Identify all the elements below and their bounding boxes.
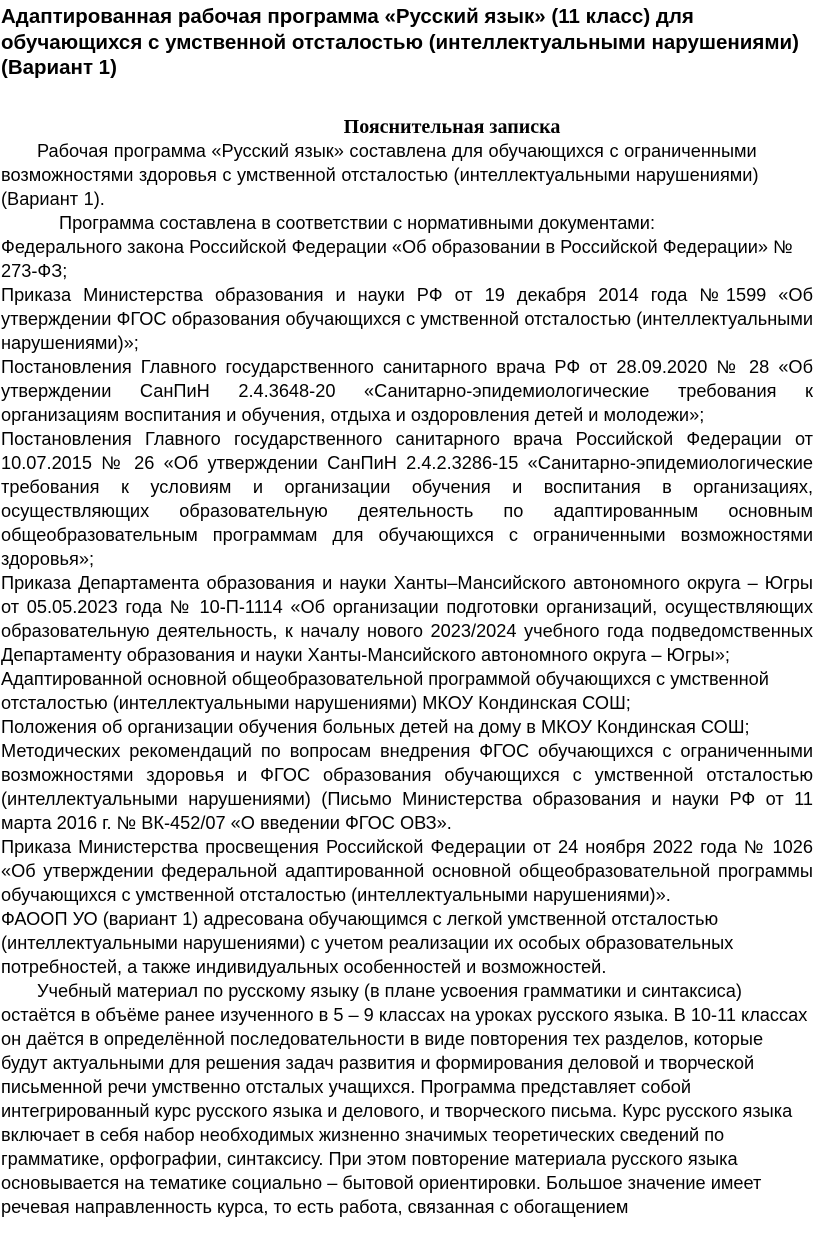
document-item-ministry-order-1026: Приказа Министерства просвещения Российской Федерации от 24 ноября 2022 года № 1026 «Об утверждении федеральной адаптированной основной общеобразовательной программы обучающихся с умственной отсталостью (интеллектуальными нарушениями)». [1,836,813,905]
document-title: Адаптированная рабочая программа «Русский язык» (11 класс) для обучающихся с умственной отсталостью (интеллектуальными нарушениями) (Вариант 1) [1,5,799,79]
intro-paragraph: Рабочая программа «Русский язык» составлена для обучающихся с ограниченными возможностями здоровья с умственной отсталостью (интеллектуальными нарушениями) (Вариант 1). [1,140,759,209]
section-title: Пояснительная записка [343,115,561,138]
document-item-federal-law: Федерального закона Российской Федерации «Об образовании в Российской Федерации» № 273-ФЗ; [1,236,793,281]
document-item-department-order: Приказа Департамента образования и науки Ханты–Мансийского автономного округа – Югры от 05.05.2023 года № 10-П-1114 «Об организации подготовки организаций, осуществляющих образовательную деятельность, к началу нового 2023/2024 учебного года подведомственных Департаменту образования и науки Ханты-Мансийского автономного округа – Югры»; [1,572,813,665]
document-item-methodical-recommendations: Методических рекомендаций по вопросам внедрения ФГОС обучающихся с ограниченными возможностями здоровья и ФГОС образования обучающихся с умственной отсталостью (интеллектуальными нарушениями) (Письмо Министерства образования и науки РФ от 11 марта 2016 г. № ВК-452/07 «О введении ФГОС ОВЗ». [1,740,813,833]
documents-lead-paragraph: Программа составлена в соответствии с нормативными документами: [59,212,656,233]
document-item-ministry-order-1599: Приказа Министерства образования и науки РФ от 19 декабря 2014 года №1599 «Об утверждении ФГОС образования обучающихся с умственной отсталостью (интеллектуальными нарушениями)»; [1,284,813,353]
faoop-paragraph: ФАООП УО (вариант 1) адресована обучающимся с легкой умственной отсталостью (интеллектуальными нарушениями) с учетом реализации их особых образовательных потребностей, а также индивидуальных особенностей и возможностей. [1,908,734,977]
curriculum-paragraph: Учебный материал по русскому языку (в плане усвоения грамматики и синтаксиса) остаётся в объёме ранее изученного в 5 – 9 классах на уроках русского языка. В 10-11 классах он даётся в определённой последовательности в виде повторения тех разделов, которые будут актуальными для решения задач развития и формирования деловой и творческой письменной речи умственно отсталых учащихся. Программа представляет собой интегрированный курс русского языка и делового, и творческого письма. Курс русского языка включает в себя набор необходимых жизненно значимых теоретических сведений по грамматике, орфографии, синтаксису. При этом повторение материала русского языка основывается на тематике социально – бытовой ориентировки. Большое значение имеет речевая направленность курса, то есть работа, связанная с обогащением [1,980,808,1217]
document-body [1,4,813,1219]
document-item-aoop: Адаптированной основной общеобразовательной программой обучающихся с умственной отсталостью (интеллектуальными нарушениями) МКОУ Кондинская СОШ; [1,668,769,713]
document-item-sanpin-2020: Постановления Главного государственного санитарного врача РФ от 28.09.2020 № 28 «Об утверждении СанПиН 2.4.3648-20 «Санитарно-эпидемиологические требования к организациям воспитания и обучения, отдыха и оздоровления детей и молодежи»; [1,356,813,425]
document-item-home-education: Положения об организации обучения больных детей на дому в МКОУ Кондинская СОШ; [1,716,750,737]
document-item-sanpin-2015: Постановления Главного государственного санитарного врача Российской Федерации от 10.07.2015 № 26 «Об утверждении СанПиН 2.4.2.3286-15 «Санитарно-эпидемиологические требования к условиям и организации обучения и воспитания в организациях, осуществляющих образовательную деятельность по адаптированным основным общеобразовательным программам для обучающихся с ограниченными возможностями здоровья»; [1,428,813,569]
